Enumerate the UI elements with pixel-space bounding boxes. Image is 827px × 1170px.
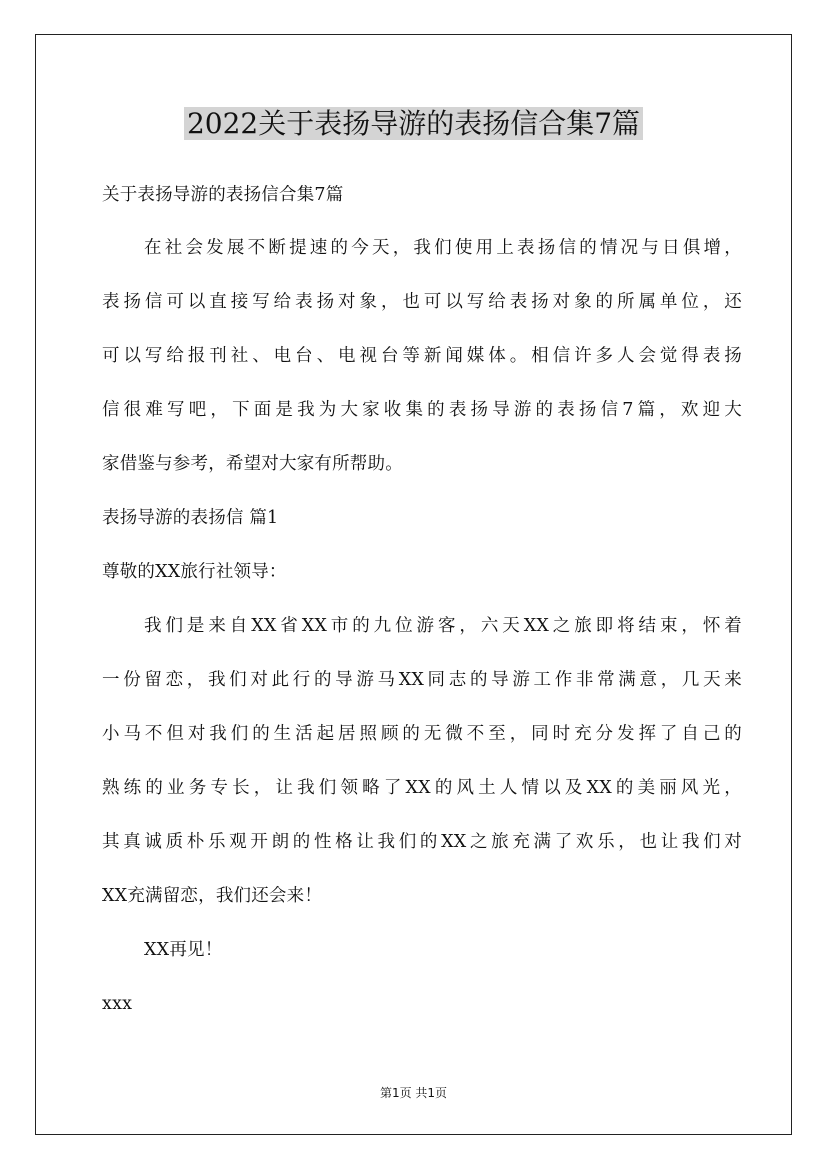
body-line: 其真诚质朴乐观开朗的性格让我们的XX之旅充满了欢乐，也让我们对 — [102, 832, 742, 852]
intro-line: 信很难写吧，下面是我为大家收集的表扬导游的表扬信7篇，欢迎大 — [102, 400, 742, 420]
intro-line: 在社会发展不断提速的今天，我们使用上表扬信的情况与日俱增， — [144, 238, 742, 258]
salutation: 尊敬的XX旅行社领导： — [102, 562, 287, 582]
intro-line: 可以写给报刊社、电台、电视台等新闻媒体。相信许多人会觉得表扬 — [102, 346, 742, 366]
body-line: XX充满留恋，我们还会来！ — [102, 886, 323, 906]
signature: xxx — [102, 994, 133, 1014]
closing: XX再见！ — [144, 940, 223, 960]
body-line: 小马不但对我们的生活起居照顾的无微不至，同时充分发挥了自己的 — [102, 724, 742, 744]
document-title: 2022关于表扬导游的表扬信合集7篇 — [184, 107, 643, 140]
page-footer — [0, 1084, 827, 1101]
document-title-wrap — [0, 104, 827, 144]
page-number: 第1页 共1页 — [379, 1086, 448, 1100]
body-line: 熟练的业务专长，让我们领略了XX的风土人情以及XX的美丽风光， — [102, 778, 742, 798]
body-line: 一份留恋，我们对此行的导游马XX同志的导游工作非常满意，几天来 — [102, 670, 742, 690]
document-subtitle: 关于表扬导游的表扬信合集7篇 — [102, 185, 344, 205]
intro-line: 家借鉴与参考，希望对大家有所帮助。 — [102, 454, 403, 474]
intro-line: 表扬信可以直接写给表扬对象，也可以写给表扬对象的所属单位，还 — [102, 292, 742, 312]
section-heading: 表扬导游的表扬信 篇1 — [102, 508, 279, 528]
body-line: 我们是来自XX省XX市的九位游客，六天XX之旅即将结束，怀着 — [144, 616, 742, 636]
